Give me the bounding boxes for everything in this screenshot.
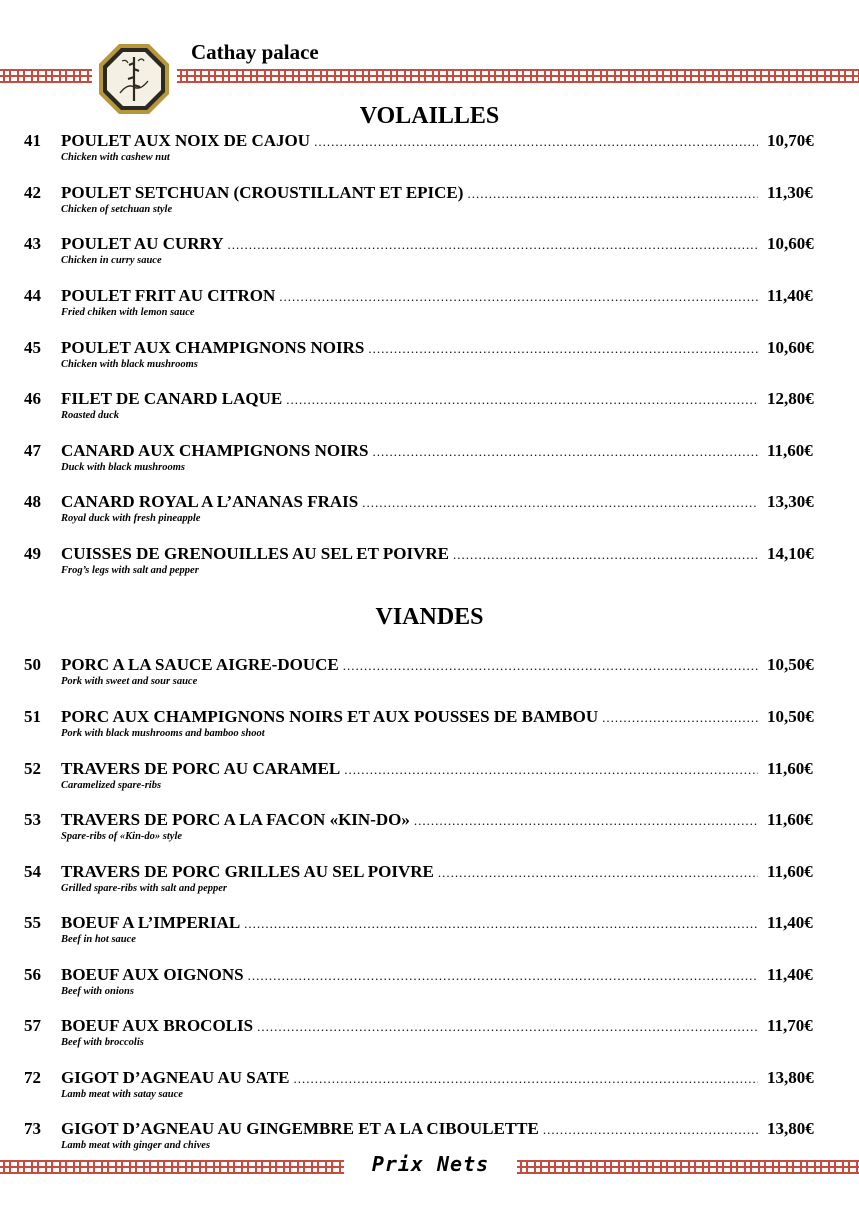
item-description: Royal duck with fresh pineapple <box>61 513 201 524</box>
item-number: 57 <box>24 1016 41 1035</box>
item-price: 10,50€ <box>767 707 814 726</box>
section-title-volailles: VOLAILLES <box>359 103 500 129</box>
item-price: 13,80€ <box>767 1119 814 1138</box>
item-description: Caramelized spare-ribs <box>61 780 162 791</box>
item-name: POULET AU CURRY <box>61 234 224 253</box>
item-description: Beef with onions <box>61 986 134 997</box>
menu-item <box>0 707 859 751</box>
item-number: 48 <box>24 492 41 511</box>
item-price: 11,40€ <box>767 913 813 932</box>
menu-item <box>0 965 859 1009</box>
item-price: 13,30€ <box>767 492 814 511</box>
menu-item <box>0 810 859 854</box>
item-number: 44 <box>24 286 41 305</box>
item-name: POULET AUX NOIX DE CAJOU <box>61 131 311 150</box>
menu-item <box>0 655 859 699</box>
decorative-fret-border-top-right <box>177 69 859 83</box>
item-number: 41 <box>24 131 41 150</box>
item-name: PORC AUX CHAMPIGNONS NOIRS ET AUX POUSSES DE BAMBOU <box>61 707 599 726</box>
menu-item <box>0 913 859 957</box>
item-name: CUISSES DE GRENOUILLES AU SEL ET POIVRE <box>61 544 449 563</box>
item-number: 54 <box>24 862 41 881</box>
item-price: 10,70€ <box>767 131 814 150</box>
item-price: 11,30€ <box>767 183 813 202</box>
item-description: Pork with black mushrooms and bamboo shoot <box>61 728 265 739</box>
item-price: 11,40€ <box>767 965 813 984</box>
item-description: Spare-ribs of «Kin-do» style <box>61 831 183 842</box>
decorative-fret-border-bottom-left <box>0 1160 344 1174</box>
dot-leader <box>438 865 758 881</box>
dot-leader <box>543 1122 758 1138</box>
section-title-viandes: VIANDES <box>375 604 484 630</box>
item-description: Beef in hot sauce <box>61 934 136 945</box>
item-number: 46 <box>24 389 41 408</box>
item-name: GIGOT D’AGNEAU AU GINGEMBRE ET A LA CIBOULETTE <box>61 1119 539 1138</box>
menu-item <box>0 338 859 382</box>
dot-leader <box>248 968 758 984</box>
item-name: TRAVERS DE PORC GRILLES AU SEL POIVRE <box>61 862 434 881</box>
item-name: TRAVERS DE PORC A LA FACON «KIN-DO» <box>61 810 410 829</box>
item-name: GIGOT D’AGNEAU AU SATE <box>61 1068 290 1087</box>
item-name: TRAVERS DE PORC AU CARAMEL <box>61 759 341 778</box>
dot-leader <box>244 916 758 932</box>
dot-leader <box>368 341 758 357</box>
dot-leader <box>228 237 759 253</box>
decorative-fret-border-top-left <box>0 69 92 83</box>
dot-leader <box>343 658 758 674</box>
dot-leader <box>257 1019 758 1035</box>
item-name: FILET DE CANARD LAQUE <box>61 389 283 408</box>
item-price: 10,60€ <box>767 338 814 357</box>
footer-prix-nets: Prix Nets <box>371 1152 490 1176</box>
dot-leader <box>467 186 758 202</box>
item-number: 55 <box>24 913 41 932</box>
item-price: 11,40€ <box>767 286 813 305</box>
item-number: 50 <box>24 655 41 674</box>
item-number: 52 <box>24 759 41 778</box>
dot-leader <box>602 710 758 726</box>
menu-item <box>0 1016 859 1060</box>
item-price: 10,50€ <box>767 655 814 674</box>
item-description: Duck with black mushrooms <box>61 462 185 473</box>
menu-item <box>0 183 859 227</box>
dot-leader <box>344 762 758 778</box>
dot-leader <box>372 444 758 460</box>
item-number: 47 <box>24 441 41 460</box>
menu-item <box>0 1068 859 1112</box>
item-name: POULET SETCHUAN (CROUSTILLANT ET EPICE) <box>61 183 464 202</box>
item-number: 53 <box>24 810 41 829</box>
dot-leader <box>453 547 758 563</box>
item-description: Fried chiken with lemon sauce <box>61 307 195 318</box>
item-price: 12,80€ <box>767 389 814 408</box>
item-number: 45 <box>24 338 41 357</box>
item-description: Roasted duck <box>61 410 120 421</box>
item-name: PORC A LA SAUCE AIGRE-DOUCE <box>61 655 339 674</box>
item-name: BOEUF A L’IMPERIAL <box>61 913 241 932</box>
item-name: CANARD AUX CHAMPIGNONS NOIRS <box>61 441 369 460</box>
item-description: Lamb meat with satay sauce <box>61 1089 183 1100</box>
item-name: POULET FRIT AU CITRON <box>61 286 276 305</box>
menu-item <box>0 234 859 278</box>
menu-item <box>0 131 859 175</box>
decorative-fret-border-bottom-right <box>517 1160 859 1174</box>
item-number: 56 <box>24 965 41 984</box>
item-name: POULET AUX CHAMPIGNONS NOIRS <box>61 338 365 357</box>
menu-item <box>0 492 859 536</box>
item-description: Frog’s legs with salt and pepper <box>61 565 199 576</box>
item-number: 49 <box>24 544 41 563</box>
item-name: BOEUF AUX OIGNONS <box>61 965 244 984</box>
item-description: Chicken with cashew nut <box>61 152 170 163</box>
item-price: 14,10€ <box>767 544 814 563</box>
menu-item <box>0 759 859 803</box>
dot-leader <box>314 134 758 150</box>
menu-item <box>0 544 859 588</box>
item-price: 11,70€ <box>767 1016 813 1035</box>
item-number: 73 <box>24 1119 41 1138</box>
dot-leader <box>286 392 758 408</box>
item-description: Lamb meat with ginger and chives <box>61 1140 211 1151</box>
menu-item <box>0 286 859 330</box>
item-description: Beef with broccolis <box>61 1037 144 1048</box>
item-price: 11,60€ <box>767 441 813 460</box>
item-number: 42 <box>24 183 41 202</box>
item-price: 11,60€ <box>767 810 813 829</box>
item-price: 13,80€ <box>767 1068 814 1087</box>
item-description: Chicken of setchuan style <box>61 204 173 215</box>
dot-leader <box>293 1071 758 1087</box>
menu-item <box>0 862 859 906</box>
restaurant-name: Cathay palace <box>191 40 319 64</box>
item-description: Chicken in curry sauce <box>61 255 162 266</box>
item-number: 72 <box>24 1068 41 1087</box>
menu-item <box>0 441 859 485</box>
item-price: 11,60€ <box>767 862 813 881</box>
item-description: Chicken with black mushrooms <box>61 359 198 370</box>
dot-leader <box>362 495 758 511</box>
menu-item <box>0 389 859 433</box>
item-description: Grilled spare-ribs with salt and pepper <box>61 883 227 894</box>
item-number: 51 <box>24 707 41 726</box>
item-name: BOEUF AUX BROCOLIS <box>61 1016 254 1035</box>
item-name: CANARD ROYAL A L’ANANAS FRAIS <box>61 492 359 511</box>
item-price: 10,60€ <box>767 234 814 253</box>
item-price: 11,60€ <box>767 759 813 778</box>
item-description: Pork with sweet and sour sauce <box>61 676 198 687</box>
dot-leader <box>414 813 758 829</box>
item-number: 43 <box>24 234 41 253</box>
dot-leader <box>279 289 758 305</box>
